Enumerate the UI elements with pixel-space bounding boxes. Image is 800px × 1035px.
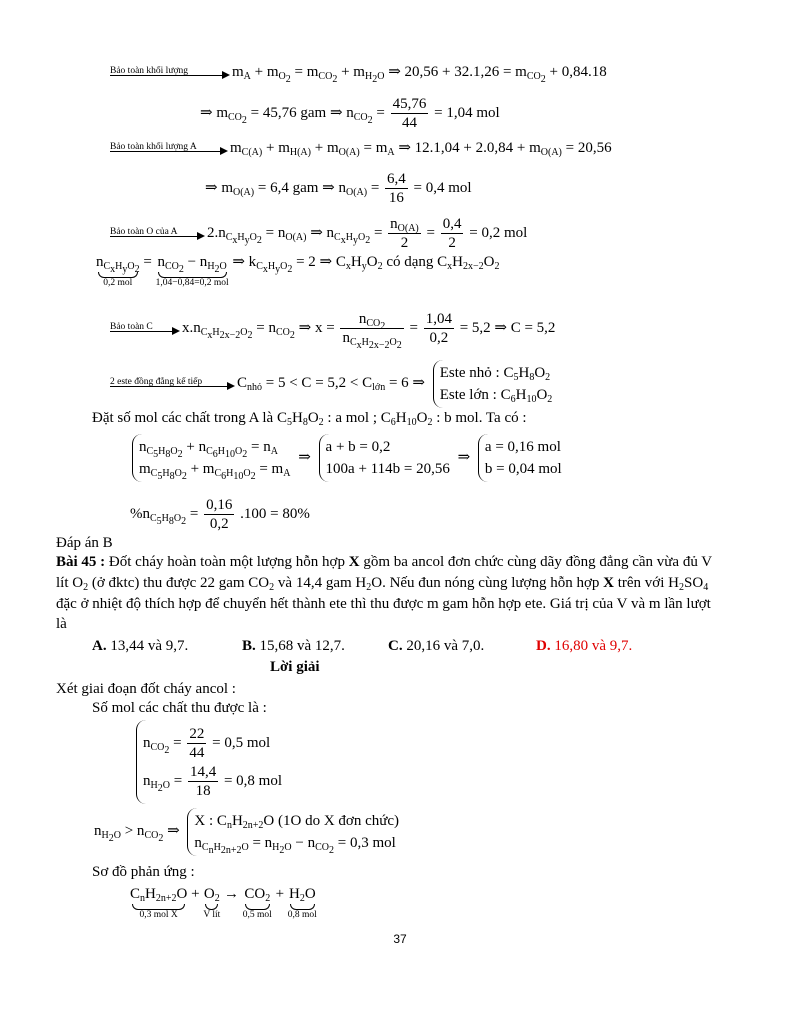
eq-comparison: $n_{H_2O} > n_{CO_2}$ ⇒ X : $C_nH_{2n+2}O$ (1O do X đơn chức) $n_{C_nH_{2n+2}O} = n_{H_2O} - n_{CO_2} = 0,3$ mol [94, 808, 403, 856]
eq-mass-conservation-a: Bảo toàn khối lượng A $m_{C(A)} + m_{H(A)} + m_{O(A)} = m_A$ ⇒ $12.1,04 + 2.0,84 + m_{O(A)} = 20,56$ [110, 140, 612, 158]
eq-o-conservation: Bảo toàn O của A $2.n_{C_xH_yO_2} = n_{O(A)}$ ⇒ $n_{C_xH_yO_2}$ = $\frac{n_{O(A)}}{2}$ = $\frac{0,4}{2}$ = 0,2 mol [110, 216, 528, 251]
question-line-2: lít $O_2$ (ở đktc) thu được 22 gam $CO_2$ và 14,4 gam $H_2O$. Nếu đun nóng cùng lượng hỗn hợp X trên với $H_2SO_4$ [56, 575, 709, 593]
conservation-arrow: Bảo toàn C [110, 319, 180, 339]
eq-mco2: ⇒ $m_{CO_2} = 45,76$ gam ⇒ $n_{CO_2}$ = $\frac{45,76}{44}$ = 1,04 mol [200, 96, 500, 131]
eq-percent: $\%n_{C_5H_8O_2}$ = $\frac{0,16}{0,2}$ .100 = 80% [130, 497, 310, 532]
question-line-1: Bài 45 : Đốt cháy hoàn toàn một lượng hỗn hợp X gồm ba ancol đơn chức cùng dãy đồng đẳng cần vừa đủ V [56, 554, 713, 570]
eq-k-value: $n_{C_xH_yO_2}$ 0,2 mol = $n_{CO_2} - n_{H_2O}$ 1,04−0,84=0,2 mol ⇒ $k_{C_xH_yO_2} = 2$ ⇒ $C_xH_yO_2$ có dạng $C_xH_{2x-2}O_2$ [96, 254, 500, 288]
conservation-arrow: Bảo toàn khối lượng A [110, 139, 228, 159]
reaction-scheme: $C_nH_{2n+2}O$ 0,3 mol X + $O_2$ V lít → $CO_2$ 0,5 mol + $H_2O$ 0,8 mol [130, 886, 317, 920]
solution-step-1: Xét giai đoạn đốt cháy ancol : [56, 681, 236, 697]
page-number: 37 [393, 932, 407, 946]
eq-mo: ⇒ $m_{O(A)} = 6,4$ gam ⇒ $n_{O(A)}$ = $\frac{6,4}{16}$ = 0,4 mol [205, 171, 472, 206]
solution-step-reaction: Sơ đồ phản ứng : [92, 864, 195, 880]
conservation-arrow: Bảo toàn O của A [110, 224, 205, 244]
eq-ester-pair: 2 este đồng đẳng kế tiếp $C_{nhỏ} = 5 < C = 5,2 < C_{lớn} = 6$ ⇒ Este nhỏ : $C_5H_8O_2$ Este lớn : $C_6H_{10}O_2$ [110, 360, 556, 408]
conservation-arrow: 2 este đồng đẳng kế tiếp [110, 374, 235, 394]
option-a: A. 13,44 và 9,7. [92, 638, 189, 654]
answer-line: Đáp án B [56, 535, 113, 551]
option-b: B. 15,68 và 12,7. [242, 638, 345, 654]
option-c: C. 20,16 và 7,0. [388, 638, 485, 654]
option-d: D. 16,80 và 9,7. [536, 638, 633, 654]
question-line-4: là [56, 616, 67, 632]
eq-c-conservation: Bảo toàn C $x.n_{C_xH_{2x-2}O_2} = n_{CO_2}$ ⇒ x = $\frac{n_{CO_2}}{n_{C_xH_{2x-2}O_2}}$ = $\frac{1,04}{0,2}$ = 5,2 ⇒ C = 5,2 [110, 311, 556, 351]
text-set-moles: Đặt số mol các chất trong A là $C_5H_8O_2$ : a mol ; $C_6H_{10}O_2$ : b mol. Ta có : [92, 410, 527, 428]
question-line-3: đặc ở nhiệt độ thích hợp để chuyển hết thành ete thì thu được m gam hỗn hợp ete. Giá trị của V và m lần lượt [56, 596, 711, 612]
eq-moles-system: $n_{CO_2}$ = $\frac{22}{44}$ = 0,5 mol $n_{H_2O}$ = $\frac{14,4}{18}$ = 0,8 mol [132, 720, 286, 804]
solution-title: Lời giải [270, 659, 320, 675]
conservation-arrow: Bảo toàn khối lượng [110, 63, 230, 83]
eq-mass-conservation: Bảo toàn khối lượng $m_A + m_{O_2} = m_{CO_2} + m_{H_2O}$ ⇒ $20,56 + 32.1,26 = m_{CO_2} + 0,84.18$ [110, 64, 607, 85]
eq-system: $n_{C_5H_8O_2} + n_{C_6H_{10}O_2} = n_A$ $m_{C_5H_8O_2} + m_{C_6H_{10}O_2} = m_A$ ⇒ a + b = 0,2 100a + 114b = 20,56 ⇒ a = 0,16 mol b = 0,04 mol [128, 434, 566, 482]
solution-step-2: Số mol các chất thu được là : [92, 700, 267, 716]
